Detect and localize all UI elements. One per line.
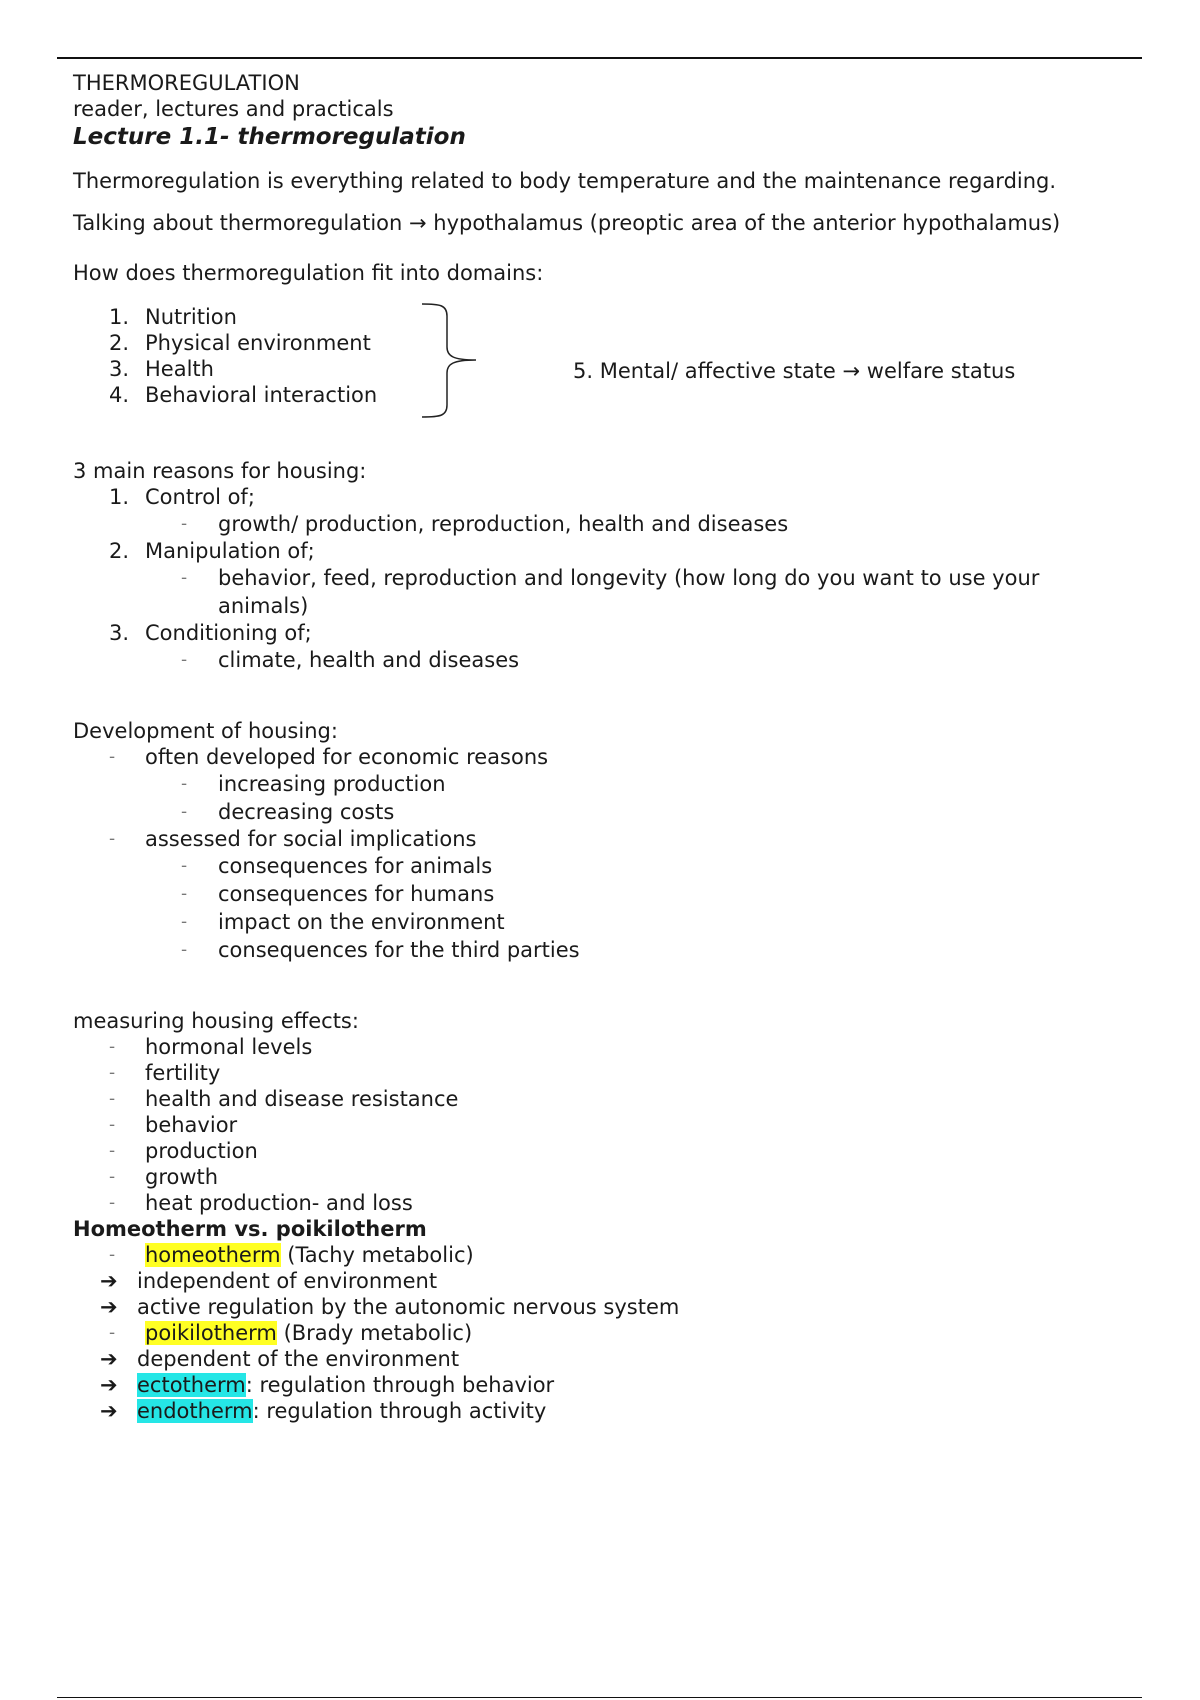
dash-marker: - [109,1063,116,1083]
document-title: THERMOREGULATION [73,71,300,95]
list-item [73,744,1133,826]
reason-label: Conditioning of; [145,621,312,645]
sub-list-item [145,798,1133,826]
homeotherm-points [73,1268,1133,1320]
sub-item-text: growth/ production, reproduction, health and diseases [218,512,789,536]
dash-marker: - [181,940,188,960]
sub-list-item [145,852,1133,880]
endotherm-term: endotherm [137,1399,253,1423]
sub-list-item [145,936,1133,964]
dash-marker: - [109,747,116,767]
list-item-text: health and disease resistance [145,1087,459,1111]
sub-list [145,646,1133,674]
domain-label: Behavioral interaction [145,383,378,407]
list-item [73,1112,1133,1138]
housing-reasons-heading: 3 main reasons for housing: [73,459,367,483]
list-item-text: hormonal levels [145,1035,313,1059]
list-item [73,538,1133,620]
development-label: often developed for economic reasons [145,745,549,769]
list-item-text: active regulation by the autonomic nervous system [137,1295,680,1319]
ectotherm-term: ectotherm [137,1373,246,1397]
list-item [73,1164,1133,1190]
development-label: assessed for social implications [145,827,477,851]
sub-item-text: consequences for the third parties [218,938,580,962]
dash-marker: - [181,884,188,904]
sub-item-text: impact on the environment [218,910,505,934]
dash-marker: - [181,912,188,932]
list-number: 2. [109,331,130,355]
list-item-text: fertility [145,1061,221,1085]
sub-list [145,852,1133,964]
dash-marker: - [109,1141,116,1161]
list-item [73,356,377,382]
dash-marker: - [109,1115,116,1135]
dash-marker: - [109,1167,116,1187]
list-item-text: dependent of the environment [137,1347,460,1371]
list-item [73,1372,1133,1398]
development-list [73,744,1133,964]
dash-marker: - [181,774,188,794]
list-item [73,1060,1133,1086]
list-item [73,1190,1133,1216]
sub-item-text: behavior, feed, reproduction and longevity (how long do you want to use your [218,566,1040,590]
list-item-text: behavior [145,1113,238,1137]
homeotherm-detail: (Tachy metabolic) [280,1243,474,1267]
list-item [73,1138,1133,1164]
dash-marker: - [109,829,116,849]
bottom-rule [57,1697,1142,1698]
list-item [73,1320,1133,1346]
dash-marker: - [109,1323,116,1343]
dash-marker: - [109,1245,116,1265]
domains-list [73,304,377,408]
hypothalamus-paragraph: Talking about thermoregulation → hypothalamus (preoptic area of the anterior hypothalamus) [73,211,1061,235]
ectotherm-detail: : regulation through behavior [245,1373,555,1397]
document-page [73,70,1133,1424]
list-number: 2. [109,539,130,563]
list-item [73,826,1133,964]
sub-list-item [145,510,1133,538]
list-item [73,1086,1133,1112]
list-item-text: heat production- and loss [145,1191,413,1215]
dash-marker: - [181,802,188,822]
domains-block [73,304,1133,428]
dash-marker: - [181,856,188,876]
list-number: 1. [109,485,130,509]
list-item [73,1294,1133,1320]
list-item-text: growth [145,1165,219,1189]
list-item [73,1346,1133,1372]
list-item [73,1398,1133,1424]
sub-list-item [145,908,1133,936]
sub-item-text: climate, health and diseases [218,648,520,672]
list-item [73,620,1133,674]
definition-paragraph: Thermoregulation is everything related to body temperature and the maintenance regarding. [73,169,1057,193]
top-rule [57,57,1142,59]
reason-label: Manipulation of; [145,539,315,563]
reason-label: Control of; [145,485,255,509]
arrow-right-icon: ➔ [100,1373,118,1397]
sub-list-item [145,880,1133,908]
sub-item-text: increasing production [218,772,446,796]
list-number: 4. [109,383,130,407]
dash-marker: - [181,568,188,588]
sub-list [145,510,1133,538]
list-number: 3. [109,621,130,645]
domain-label: Physical environment [145,331,371,355]
sub-list-item [145,770,1133,798]
list-item [73,1268,1133,1294]
poikilotherm-list [73,1320,1133,1346]
measuring-list [73,1034,1133,1216]
poikilotherm-points [73,1346,1133,1424]
sub-list [145,564,1133,620]
list-item-text: production [145,1139,258,1163]
homeotherm-list [73,1242,1133,1268]
housing-reasons-list [73,484,1133,674]
list-item [73,484,1133,538]
sub-list-item [145,646,1133,674]
poikilotherm-detail: (Brady metabolic) [276,1321,473,1345]
arrow-right-icon: ➔ [100,1347,118,1371]
homeotherm-term: homeotherm [145,1243,281,1267]
arrow-right-icon: ➔ [100,1399,118,1423]
dash-marker: - [109,1037,116,1057]
mental-state-result: 5. Mental/ affective state → welfare status [573,359,1016,383]
list-item [73,330,377,356]
list-item [73,382,377,408]
arrow-right-icon: ➔ [100,1269,118,1293]
dash-marker: - [109,1193,116,1213]
list-item-text: independent of environment [137,1269,438,1293]
document-subtitle: reader, lectures and practicals [73,97,394,121]
dash-marker: - [181,514,188,534]
dash-marker: - [109,1089,116,1109]
sub-list-item [145,564,1133,620]
domains-question: How does thermoregulation fit into domains: [73,261,544,285]
development-heading: Development of housing: [73,719,338,743]
poikilotherm-term: poikilotherm [145,1321,277,1345]
curly-brace-icon [420,302,490,422]
sub-list [145,770,1133,826]
sub-item-text: decreasing costs [218,800,395,824]
list-item [73,304,377,330]
sub-item-text: consequences for humans [218,882,495,906]
homeotherm-heading: Homeotherm vs. poikilotherm [73,1217,427,1241]
arrow-right-icon: ➔ [100,1295,118,1319]
domain-label: Health [145,357,214,381]
dash-marker: - [181,650,188,670]
endotherm-detail: : regulation through activity [252,1399,547,1423]
domain-label: Nutrition [145,305,237,329]
sub-item-text-continued: animals) [218,594,309,618]
lecture-heading: Lecture 1.1- thermoregulation [73,124,466,150]
measuring-heading: measuring housing effects: [73,1009,359,1033]
list-number: 3. [109,357,130,381]
sub-item-text: consequences for animals [218,854,493,878]
list-item [73,1242,1133,1268]
list-number: 1. [109,305,130,329]
list-item [73,1034,1133,1060]
